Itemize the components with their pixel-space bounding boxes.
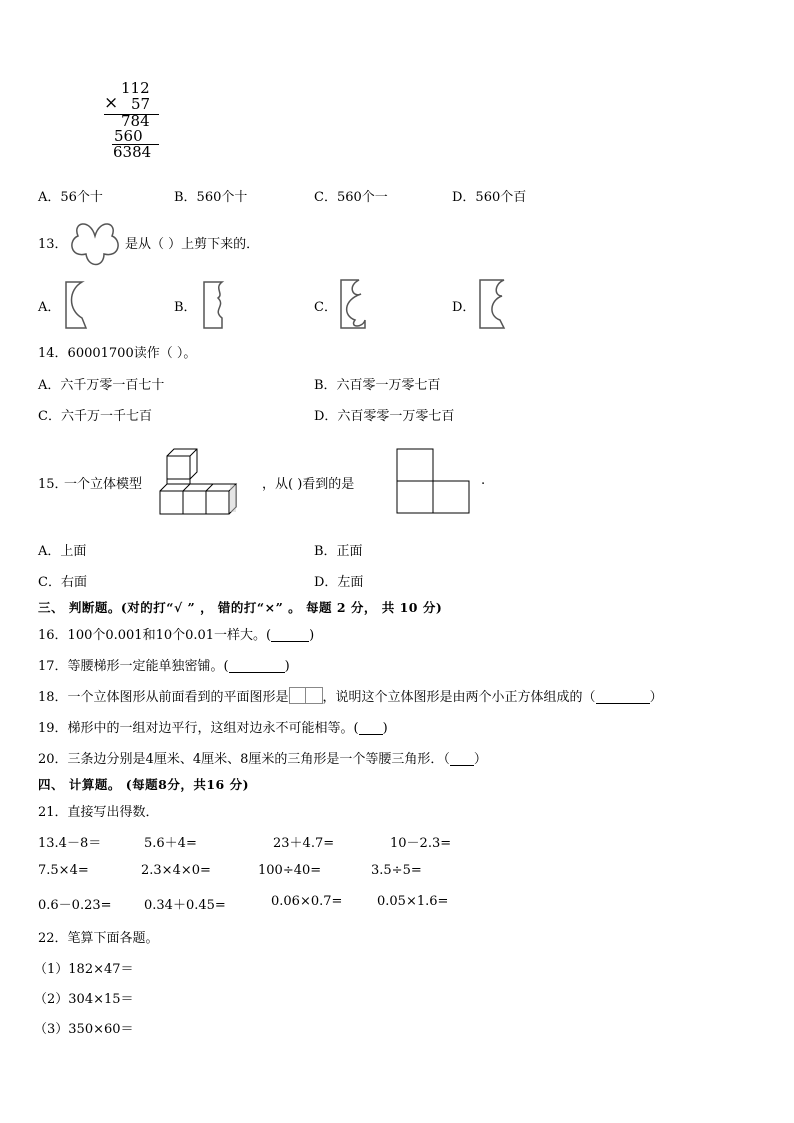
multiplier: 57 bbox=[131, 95, 151, 113]
multiplicand: 112 bbox=[121, 79, 150, 97]
q20: 20．三条边分别是4厘米、4厘米、8厘米的三角形是一个等腰三角形．（ ） bbox=[38, 752, 487, 767]
q13-option-b[interactable]: B． bbox=[174, 300, 197, 315]
q21-item: 2.3×4×0= bbox=[141, 863, 211, 878]
multiply-sign: × bbox=[104, 93, 119, 113]
q21-title: 21．直接写出得数． bbox=[38, 805, 159, 820]
q14-option-a[interactable]: A．六千万零一百七十 bbox=[38, 378, 165, 393]
q21-item: 0.6－0.23= bbox=[38, 898, 112, 913]
partial-product-1: 784 bbox=[121, 112, 150, 130]
section-3-title: 三、 判断题。(对的打“√ ” ， 错的打“×” 。 每题 2 分， 共 10 分) bbox=[38, 600, 443, 615]
paper-shape-c-icon bbox=[337, 276, 371, 330]
q13-option-a[interactable]: A． bbox=[38, 300, 61, 315]
q20-answer-blank[interactable] bbox=[450, 752, 474, 766]
q21-item: 13.4－8＝ bbox=[38, 836, 102, 851]
q18-answer-blank[interactable] bbox=[596, 690, 650, 704]
q17-answer-blank[interactable] bbox=[229, 659, 285, 673]
q13-text: 是从（ ）上剪下来的． bbox=[125, 237, 260, 252]
q15-option-a[interactable]: A．上面 bbox=[38, 544, 87, 559]
q21-item: 5.6＋4= bbox=[144, 836, 197, 851]
q21-item: 0.06×0.7= bbox=[271, 894, 343, 909]
q19: 19．梯形中的一组对边平行，这组对边永不可能相等。( ) bbox=[38, 721, 388, 736]
q13-number: 13． bbox=[38, 237, 68, 252]
q22-item-1: （1）182×47＝ bbox=[34, 962, 134, 977]
q14-option-b[interactable]: B．六百零一万零七百 bbox=[314, 378, 441, 393]
q15-number: 15． bbox=[38, 477, 68, 492]
section-4-title: 四、 计算题。 (每题8分，共16 分) bbox=[38, 777, 249, 792]
q14-stem: 14．60001700读作（ ）。 bbox=[38, 346, 197, 361]
partial-product-2: 560 bbox=[114, 127, 143, 145]
q15-end: . bbox=[481, 473, 486, 488]
q15-text-1: 一个立体模型 bbox=[64, 477, 143, 492]
q22-item-2: （2）304×15＝ bbox=[34, 992, 134, 1007]
clover-shape-icon bbox=[66, 216, 124, 270]
q15-option-b[interactable]: B．正面 bbox=[314, 544, 363, 559]
q21-item: 3.5÷5= bbox=[371, 863, 422, 878]
q13-option-d[interactable]: D． bbox=[452, 300, 476, 315]
q21-item: 0.34＋0.45= bbox=[144, 898, 226, 913]
q21-item: 7.5×4= bbox=[38, 863, 89, 878]
view-grid-icon bbox=[396, 448, 470, 514]
q21-item: 100÷40= bbox=[258, 863, 322, 878]
q21-item: 10－2.3= bbox=[390, 836, 452, 851]
q12-option-b[interactable]: B．560个十 bbox=[174, 190, 248, 205]
paper-shape-b-icon bbox=[200, 278, 230, 330]
q12-option-c[interactable]: C．560个一 bbox=[314, 190, 388, 205]
q22-title: 22．笔算下面各题。 bbox=[38, 931, 159, 946]
q21-item: 0.05×1.6= bbox=[377, 894, 449, 909]
q15-text-2: ，从( )看到的是 bbox=[262, 477, 355, 492]
q12-option-d[interactable]: D．560个百 bbox=[452, 190, 527, 205]
paper-shape-d-icon bbox=[476, 276, 510, 330]
q13-option-c[interactable]: C． bbox=[314, 300, 337, 315]
q16: 16．100个0.001和10个0.01一样大。( ) bbox=[38, 628, 315, 643]
q14-option-c[interactable]: C．六千万一千七百 bbox=[38, 409, 152, 424]
cube-model-icon bbox=[158, 448, 248, 516]
two-squares-icon bbox=[289, 687, 323, 704]
q18: 18．一个立体图形从前面看到的平面图形是 ，说明这个立体图形是由两个小正方体组成的（ ） bbox=[38, 686, 663, 705]
q19-answer-blank[interactable] bbox=[359, 721, 383, 735]
q17: 17．等腰梯形一定能单独密铺。( ) bbox=[38, 659, 290, 674]
q22-item-3: （3）350×60＝ bbox=[34, 1022, 134, 1037]
q15-option-d[interactable]: D．左面 bbox=[314, 575, 364, 590]
q14-option-d[interactable]: D．六百零零一万零七百 bbox=[314, 409, 455, 424]
q15-option-c[interactable]: C．右面 bbox=[38, 575, 87, 590]
product: 6384 bbox=[113, 143, 152, 161]
q21-item: 23＋4.7= bbox=[273, 836, 335, 851]
q16-answer-blank[interactable] bbox=[271, 628, 309, 642]
paper-shape-a-icon bbox=[62, 278, 92, 330]
q12-option-a[interactable]: A．56个十 bbox=[38, 190, 103, 205]
